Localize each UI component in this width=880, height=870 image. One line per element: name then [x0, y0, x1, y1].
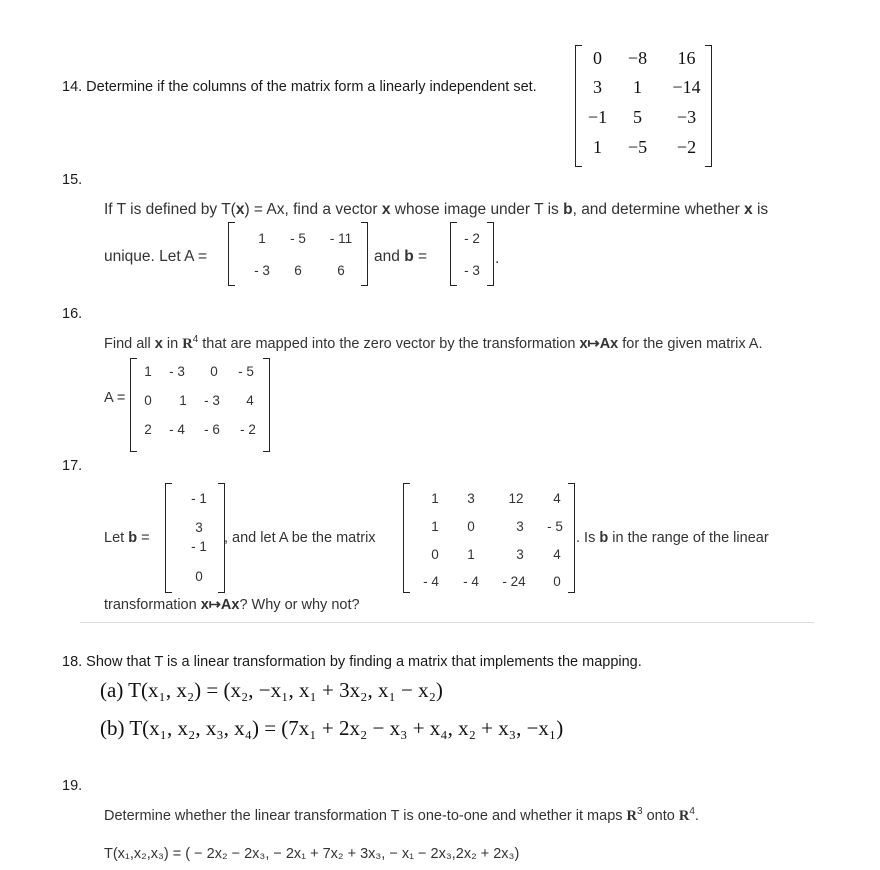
matrix-cell: - 3	[169, 364, 185, 379]
matrix-cell: - 5	[290, 231, 306, 246]
matrix-cell: 1	[258, 231, 266, 246]
problem-18-part-a: (a) T(x₁, x₂) = (x₂, −x₁, x₁ + 3x₂, x₁ − x₂)	[100, 678, 443, 702]
vector-cell: 3	[195, 520, 203, 535]
problem-16-line1: Find all x in $R^4$ that are mapped into the zero vector by the transformation x↦Ax for the given matrix A.	[104, 334, 763, 352]
matrix-cell: −3	[676, 107, 697, 127]
matrix-cell: 0	[593, 48, 602, 68]
problem-18-part-b: (b) T(x₁, x₂, x₃, x₄) = (7x₁ + 2x₂ − x₃ + x₄, x₂ + x₃, −x₁)	[100, 716, 564, 740]
matrix-cell: 16	[677, 48, 696, 68]
problem-15-matrix-a	[228, 222, 368, 286]
matrix-cell: - 3	[254, 263, 270, 278]
matrix-cell: −1	[587, 107, 608, 127]
problem-15-number: 15.	[62, 172, 83, 188]
matrix-cell: 0	[144, 393, 152, 408]
vector-cell: - 1	[191, 491, 207, 506]
matrix-cell: −5	[627, 137, 648, 157]
matrix-cell: 1	[144, 364, 152, 379]
problem-15-and-b: and b =	[374, 248, 428, 265]
vector-cell: - 2	[464, 231, 480, 246]
matrix-cell: - 11	[329, 231, 353, 246]
matrix-cell: - 2	[240, 422, 256, 437]
matrix-cell: 1	[431, 491, 439, 506]
matrix-cell: 1	[467, 547, 475, 562]
matrix-cell: −2	[676, 137, 697, 157]
matrix-cell: 5	[633, 107, 642, 127]
matrix-cell: - 4	[423, 574, 439, 589]
matrix-cell: 3	[467, 491, 475, 506]
problem-15-period: .	[495, 250, 500, 267]
problem-19-line1: Determine whether the linear transformation T is one-to-one and whether it maps $R^3$ onto $R^4$.	[104, 806, 699, 824]
matrix-cell: 4	[246, 393, 254, 408]
matrix-cell: 6	[294, 263, 302, 278]
problem-15-vector-b	[450, 222, 494, 286]
problem-17-end-text: . Is b in the range of the linear	[576, 530, 769, 546]
problem-18-text: 18. Show that T is a linear transformation by finding a matrix that implements the mapping.	[62, 654, 642, 670]
matrix-cell: 0	[210, 364, 218, 379]
matrix-cell: 1	[431, 519, 439, 534]
problem-17-let-b: Let b =	[104, 530, 150, 546]
problem-15-let-a: unique. Let A =	[104, 248, 207, 265]
problem-15-line1: If T is defined by T(x) = Ax, find a vector x whose image under T is b, and determine whether x is	[104, 201, 769, 218]
matrix-cell: 1	[179, 393, 187, 408]
matrix-cell: 0	[431, 547, 439, 562]
matrix-cell: - 24	[502, 574, 526, 589]
matrix-cell: 0	[467, 519, 475, 534]
matrix-cell: - 3	[204, 393, 220, 408]
problem-19-number: 19.	[62, 778, 83, 794]
matrix-cell: 2	[144, 422, 152, 437]
matrix-cell: 12	[508, 491, 524, 506]
matrix-cell: −8	[627, 48, 648, 68]
matrix-cell: 0	[553, 574, 561, 589]
matrix-cell: - 5	[547, 519, 563, 534]
matrix-cell: - 4	[463, 574, 479, 589]
matrix-cell: 1	[633, 77, 642, 97]
vector-cell: - 1	[191, 539, 207, 554]
matrix-cell: - 6	[204, 422, 220, 437]
problem-17-matrix-a	[403, 483, 575, 593]
problem-16-number: 16.	[62, 306, 83, 322]
problem-19-line2: T(x₁,x₂,x₃) = ( − 2x₂ − 2x₃, − 2x₁ + 7x₂ + 3x₃, − x₁ − 2x₃,2x₂ + 2x₃)	[104, 846, 520, 862]
problem-16-matrix-a	[130, 358, 270, 452]
matrix-cell: 4	[553, 491, 561, 506]
matrix-cell: 1	[593, 137, 602, 157]
matrix-cell: 3	[516, 547, 524, 562]
problem-16-a-label: A =	[104, 390, 126, 406]
matrix-cell: 4	[553, 547, 561, 562]
matrix-cell: 3	[516, 519, 524, 534]
problem-17-mid-text: , and let A be the matrix	[224, 530, 376, 546]
matrix-cell: - 4	[169, 422, 185, 437]
problem-17-number: 17.	[62, 458, 83, 474]
divider	[80, 622, 814, 623]
problem-14-text: 14. Determine if the columns of the matrix form a linearly independent set.	[62, 79, 537, 95]
matrix-cell: - 5	[238, 364, 254, 379]
problem-17-vector-b	[165, 483, 225, 593]
matrix-cell: 3	[593, 77, 602, 97]
problem-17-line2: transformation x↦Ax? Why or why not?	[104, 597, 360, 613]
vector-cell: - 3	[464, 263, 480, 278]
matrix-cell: 6	[337, 263, 345, 278]
problem-14-matrix	[575, 45, 712, 167]
vector-cell: 0	[195, 569, 203, 584]
matrix-cell: −14	[672, 77, 701, 97]
